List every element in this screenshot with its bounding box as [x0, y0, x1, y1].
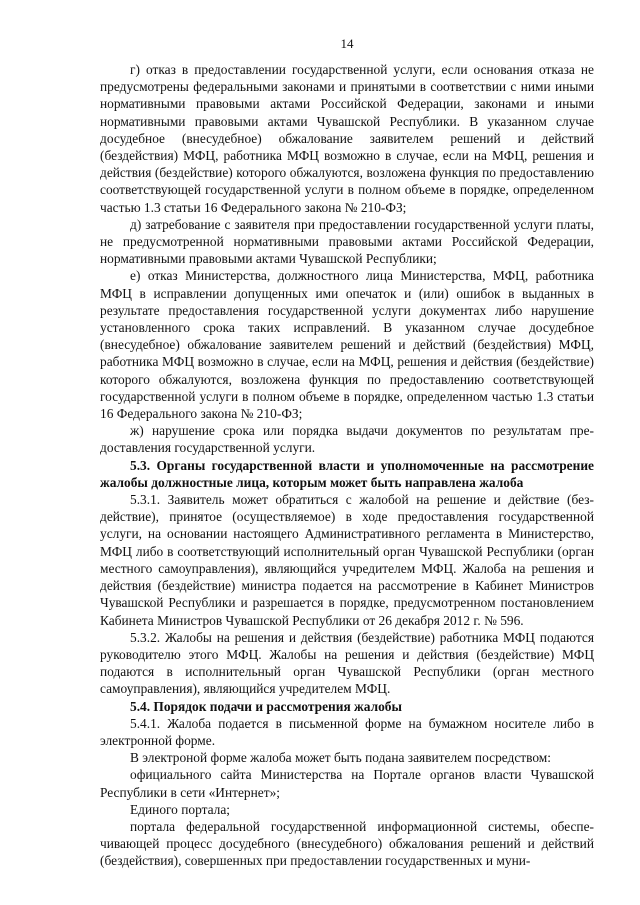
paragraph: Единого портала; [130, 801, 231, 817]
document-page [100, 36, 594, 870]
paragraph: е) отказ Министерства, должностного лица Министерства, МФЦ, работника МФЦ в исправлении допущенных ими опечаток и (или) ошибок в выданных в результате предоставления государственной услуги документах либо нарушение установленного срока таких исправлений. В указанном случае досудебное (внесудебное) обжалование заявителем решений и действий (бездействия) МФЦ, работника МФЦ возможно в случае, если на МФЦ, решения и действия (бездействие) которого обжалуются, возложена функция по предоставлению соответствующей государственной услуги в полном объеме в порядке, определенном частью 1.3 статьи 16 Федерального закона № 210-ФЗ; [100, 268, 594, 422]
page-number: 14 [340, 36, 354, 51]
paragraph: ж) нарушение срока или порядка выдачи документов по результатам предоставления государственной услуги. [100, 423, 594, 456]
paragraph: официального сайта Министерства на Портале органов власти Чувашской Республики в сети «Интернет»; [100, 767, 594, 800]
paragraph: г) отказ в предоставлении государственной услуги, если основания отказа не предусмотрены федеральными законами и принятыми в соответствии с ними иными нормативными правовыми актами Российской Федерации, законами и иными нормативными правовыми актами Чувашской Республики. В указанном случае досудебное (внесудебное) обжалование заявителем решений и действий (бездействия) МФЦ, работника МФЦ возможно в случае, если на МФЦ, решения и действия (бездействие) которого обжалуются, возложена функция по предоставлению соответствующей государственной услуги в полном объеме в порядке, определенном частью 1.3 статьи 16 Федерального закона № 210-ФЗ; [100, 62, 594, 215]
paragraph: В электроной форме жалоба может быть подана заявителем посредством: [130, 750, 551, 766]
paragraph: 5.3.1. Заявитель может обратиться с жалобой на решение и действие (бездействие), принятое (осуществляемое) в ходе предоставления государственной услуги, на основании настоящего Административного регламента в Министерство, МФЦ либо в соответствующий исполнительный орган Чувашской Республики (орган местного самоуправления), являющийся учредителем МФЦ. Жалоба на решения и действия (бездействие) министра подается на рассмотрение в Кабинет Министров Чувашской Республики и разрешается в порядке, предусмотренном постановлением Кабинета Министров Чувашской Республики от 26 декабря 2012 г. № 596. [100, 492, 594, 628]
document-body [100, 61, 594, 870]
section-heading: 5.3. Органы государственной власти и уполномоченные на рассмотрение жалобы должностные лица, которым может быть направлена жалоба [100, 457, 594, 490]
paragraph: 5.4.1. Жалоба подается в письменной форме на бумажном носителе либо в электронной форме. [100, 715, 594, 748]
section-heading: 5.4. Порядок подачи и рассмотрения жалобы [130, 698, 402, 714]
paragraph: 5.3.2. Жалобы на решения и действия (бездействие) работника МФЦ подаются руководителю этого МФЦ. Жалобы на решения и действия (бездействие) МФЦ подаются в исполнительный орган Чувашской Республики (орган местного самоуправления), являющийся учредителем МФЦ. [100, 629, 594, 697]
paragraph: д) затребование с заявителя при предоставлении государственной услуги платы, не предусмотренной нормативными правовыми актами Российской Федерации, нормативными правовыми актами Чувашской Республики; [100, 216, 594, 267]
paragraph: портала федеральной государственной информационной системы, обеспечивающей процесс досудебного (внесудебного) обжалования решений и действий (бездействия), совершенных при предоставлении государственных и муни- [100, 818, 594, 869]
